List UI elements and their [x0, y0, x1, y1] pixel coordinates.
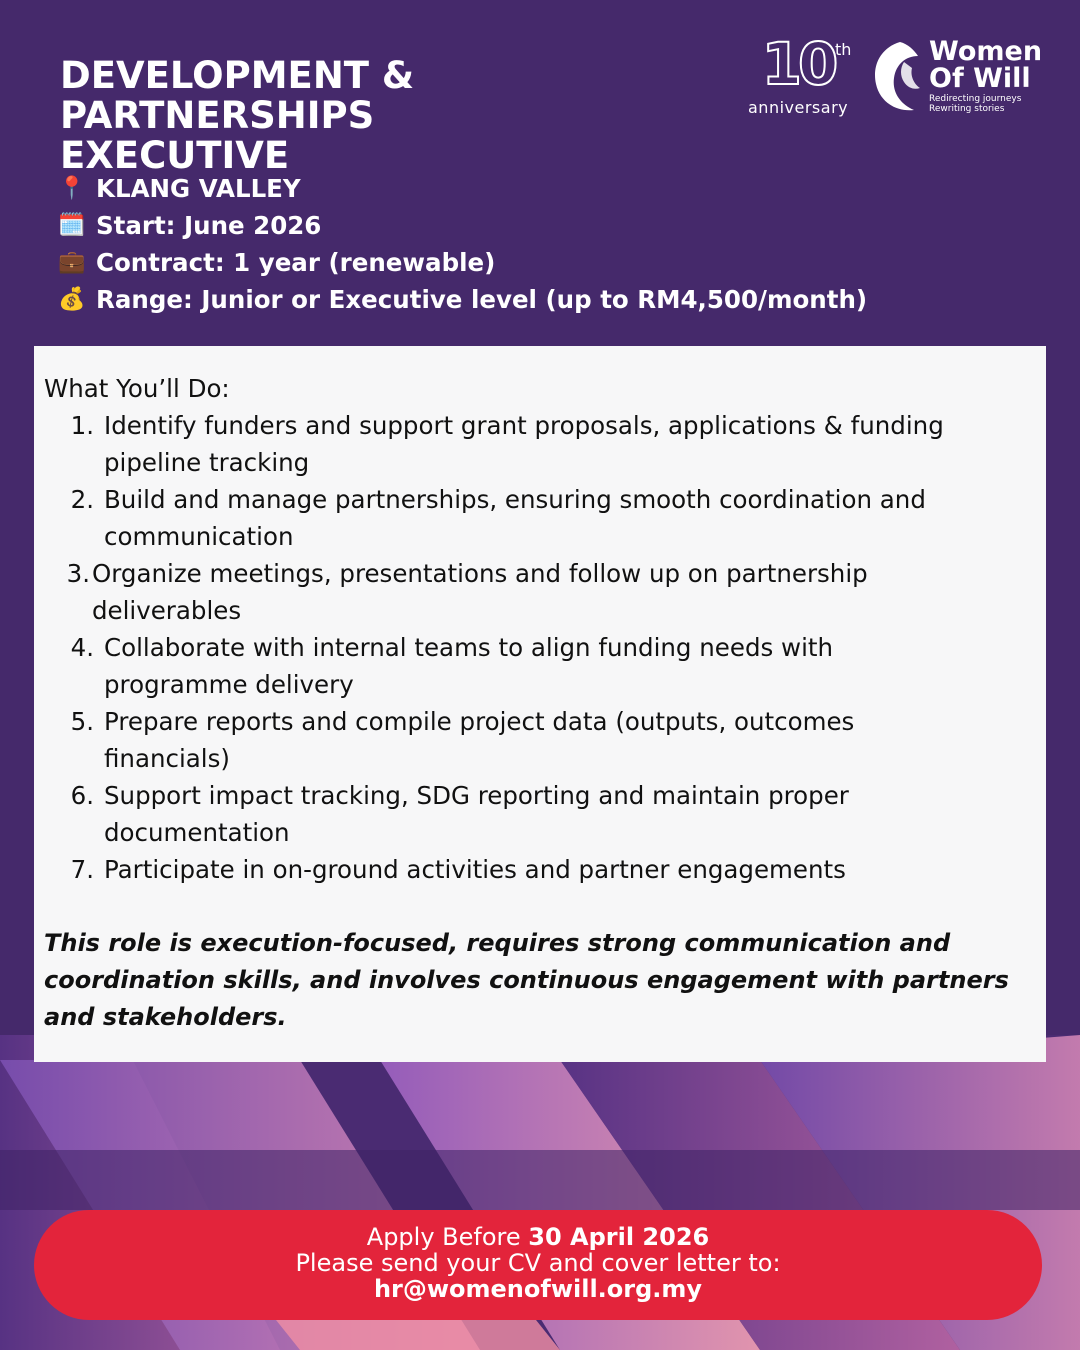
- apply-prefix: Apply Before: [366, 1223, 529, 1251]
- detail-start-text: Start: June 2026: [96, 211, 322, 240]
- apply-email[interactable]: hr@womenofwill.org.my: [373, 1275, 703, 1303]
- role-note: This role is execution-focused, requires strong communication and coordination skills, and involves continuous engagement with partners and stakeholders.: [44, 929, 1009, 1031]
- org-tagline-line1: Redirecting journeys: [929, 94, 1022, 104]
- detail-contract-text: Contract: 1 year (renewable): [96, 248, 496, 277]
- calendar-icon: 🗓️: [58, 213, 86, 238]
- list-item: [44, 407, 1036, 481]
- apply-email-link[interactable]: [34, 1276, 1042, 1302]
- anniversary-suffix: th: [835, 40, 852, 59]
- list-item-number: 3.: [66, 559, 90, 588]
- task-list: [44, 407, 1036, 888]
- anniversary-number: 10: [761, 30, 835, 98]
- detail-range: [58, 281, 1018, 318]
- list-item-text: Build and manage partnerships, ensuring smooth coordination and communication: [104, 485, 926, 551]
- job-title-line1: DEVELOPMENT & PARTNERSHIPS: [60, 54, 415, 137]
- detail-location: [58, 170, 1018, 207]
- org-name-line1: Women: [929, 36, 1043, 67]
- list-item-number: 5.: [70, 707, 94, 736]
- responsibilities-heading: What You’ll Do:: [44, 374, 230, 403]
- list-item: [44, 851, 1036, 888]
- job-title-line2: EXECUTIVE: [60, 134, 290, 177]
- job-title: [60, 56, 740, 176]
- list-item: [44, 481, 1036, 555]
- deadline-date: 30 April 2026: [528, 1223, 710, 1251]
- detail-range-text: Range: Junior or Executive level (up to RM4,500/month): [96, 285, 868, 314]
- list-item-text: Support impact tracking, SDG reporting and maintain proper documentation: [104, 781, 849, 847]
- list-item-number: 6.: [70, 781, 94, 810]
- responsibilities-card: [34, 346, 1046, 1062]
- list-item-number: 1.: [70, 411, 94, 440]
- org-tagline: [929, 94, 1021, 114]
- list-item-text: Participate in on-ground activities and partner engagements: [104, 855, 846, 884]
- org-name-line2: Of Will: [929, 63, 1031, 94]
- detail-location-text: KLANG VALLEY: [96, 174, 301, 203]
- org-tagline-line2: Rewriting stories: [929, 104, 1005, 114]
- apply-banner: [34, 1210, 1042, 1320]
- briefcase-icon: 💼: [58, 250, 86, 275]
- list-item: [44, 703, 1036, 777]
- list-item-text: Collaborate with internal teams to align funding needs with programme delivery: [104, 633, 834, 699]
- header: [60, 56, 740, 176]
- detail-start: [58, 207, 1018, 244]
- list-item-text: Identify funders and support grant proposals, applications & funding pipeline tracking: [104, 411, 944, 477]
- apply-instruction: Please send your CV and cover letter to:: [295, 1249, 781, 1277]
- pin-icon: 📍: [58, 176, 86, 201]
- detail-contract: [58, 244, 1018, 281]
- list-item: [44, 555, 1036, 629]
- women-of-will-logo-icon: [870, 40, 922, 114]
- money-bag-icon: 💰: [58, 287, 86, 312]
- job-details: [58, 170, 1018, 318]
- list-item-number: 7.: [70, 855, 94, 884]
- logos: [745, 30, 1045, 126]
- list-item-text: Prepare reports and compile project data (outputs, outcomes financials): [104, 707, 855, 773]
- list-item-text: Organize meetings, presentations and follow up on partnership deliverables: [92, 559, 868, 625]
- apply-deadline: [34, 1224, 1042, 1250]
- list-item: [44, 777, 1036, 851]
- list-item: [44, 629, 1036, 703]
- anniversary-word: anniversary: [748, 98, 849, 117]
- org-name: [929, 38, 1042, 92]
- list-item-number: 4.: [70, 633, 94, 662]
- list-item-number: 2.: [70, 485, 94, 514]
